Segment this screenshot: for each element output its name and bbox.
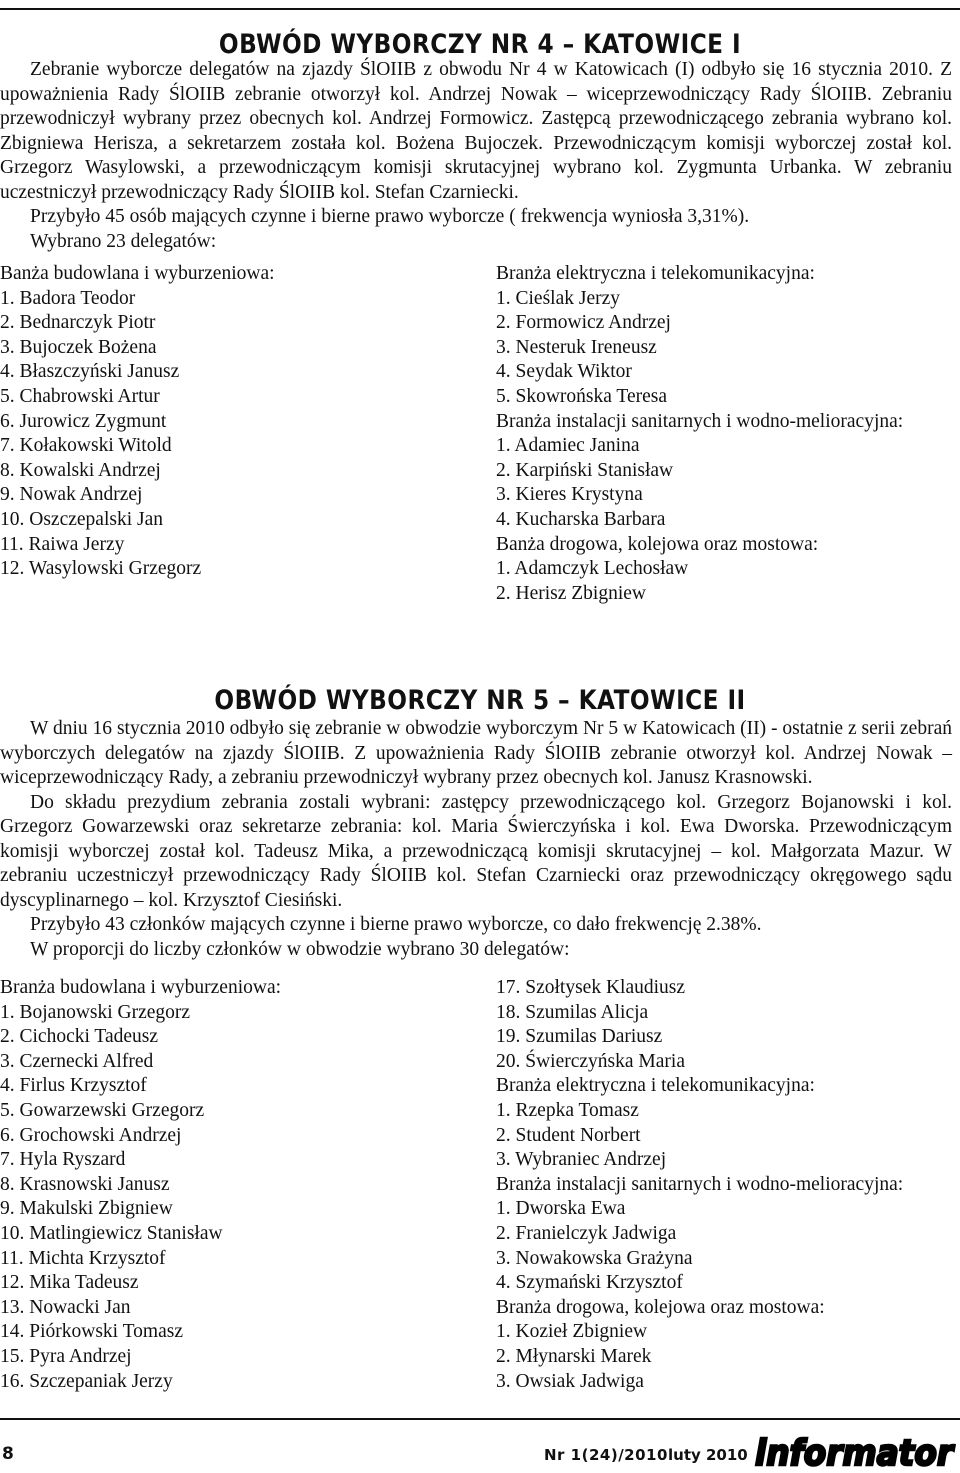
list-item: 3. Nesteruk Ireneusz — [496, 336, 657, 358]
list-item: 20. Świerczyńska Maria — [496, 1050, 685, 1072]
page-number: 8 — [2, 1444, 14, 1464]
list-item: 2. Formowicz Andrzej — [496, 312, 671, 334]
list-item: 1. Cieślak Jerzy — [496, 287, 621, 309]
list-item: 1. Adamiec Janina — [496, 435, 640, 457]
issue-number: Nr 1(24)/2010 — [544, 1446, 668, 1464]
list-item: 4. Błaszczyński Janusz — [0, 361, 180, 383]
list-item: 2. Student Norbert — [496, 1124, 641, 1146]
section2-left-list — [0, 976, 281, 1394]
section2-heading: OBWÓD WYBORCZY NR 5 – KATOWICE II — [214, 685, 746, 716]
list-item: 2. Młynarski Marek — [496, 1345, 652, 1367]
list-item: 1. Bojanowski Grzegorz — [0, 1001, 191, 1023]
list-item: 15. Pyra Andrzej — [0, 1345, 132, 1367]
list-item: 2. Karpiński Stanisław — [496, 459, 674, 481]
list-item: 7. Kołakowski Witold — [0, 435, 172, 457]
list-item: 16. Szczepaniak Jerzy — [0, 1370, 173, 1392]
list-item: Branża drogowa, kolejowa oraz mostowa: — [496, 1296, 825, 1318]
list-item: 8. Krasnowski Janusz — [0, 1173, 170, 1195]
section1-paragraph-3: Wybrano 23 delegatów: — [30, 230, 217, 252]
list-item: 3. Kieres Krystyna — [496, 484, 643, 506]
list-item: 3. Owsiak Jadwiga — [496, 1370, 644, 1392]
list-item: 3. Bujoczek Bożena — [0, 336, 157, 358]
list-item: 1. Kozieł Zbigniew — [496, 1321, 648, 1343]
list-item: 4. Szymański Krzysztof — [496, 1272, 683, 1294]
list-item: 12. Wasylowski Grzegorz — [0, 558, 202, 580]
list-item: 1. Badora Teodor — [0, 287, 136, 309]
list-item: 4. Firlus Krzysztof — [0, 1075, 147, 1097]
section2-paragraph-1: W dniu 16 stycznia 2010 odbyło się zebranie w obwodzie wyborczym Nr 5 w Katowicach (II) - ostatnie z serii zebrań wyborczych delegatów na zjazdy ŚlOIIB. Z upoważnienia Rady ŚlOIIB zebranie otworzył kol. Andrzej Nowak – wiceprzewodniczący Rady, a zebraniu przewodniczył wybrany przez obecnych kol. Janusz Krasnowski. — [0, 718, 952, 788]
list-item: 9. Nowak Andrzej — [0, 484, 143, 506]
list-item: 3. Nowakowska Grażyna — [496, 1247, 693, 1269]
list-item: 6. Grochowski Andrzej — [0, 1124, 182, 1146]
list-item: Branża elektryczna i telekomunikacyjna: — [496, 1075, 815, 1097]
list-item: 12. Mika Tadeusz — [0, 1272, 139, 1294]
page-footer — [0, 1424, 960, 1473]
section2-right-list — [496, 976, 903, 1394]
section2-paragraph-3: Przybyło 43 członków mających czynne i bierne prawo wyborcze, co dało frekwencję 2.38%. — [30, 914, 762, 935]
list-item: 14. Piórkowski Tomasz — [0, 1321, 183, 1343]
list-item: 2. Bednarczyk Piotr — [0, 312, 156, 334]
list-item: 5. Skowrońska Teresa — [496, 385, 668, 407]
list-item: Branża instalacji sanitarnych i wodno-melioracyjna: — [496, 1173, 904, 1195]
list-item: Banża budowlana i wyburzeniowa: — [0, 263, 275, 284]
section1-heading: OBWÓD WYBORCZY NR 4 – KATOWICE I — [218, 29, 742, 60]
list-item: 5. Gowarzewski Grzegorz — [0, 1099, 205, 1121]
list-item: 4. Seydak Wiktor — [496, 361, 632, 383]
list-item: 1. Dworska Ewa — [496, 1198, 626, 1220]
logo-text: informator — [755, 1433, 956, 1472]
list-item: 9. Makulski Zbigniew — [0, 1198, 173, 1220]
section1-body — [0, 58, 952, 254]
issue-month: luty 2010 — [668, 1446, 748, 1464]
informator-logo — [753, 1432, 957, 1472]
list-item: Banża drogowa, kolejowa oraz mostowa: — [496, 533, 819, 555]
list-item: 10. Oszczepalski Jan — [0, 508, 163, 530]
list-item: Branża budowlana i wyburzeniowa: — [0, 977, 282, 998]
top-rule — [0, 8, 960, 10]
list-item: 6. Jurowicz Zygmunt — [0, 410, 167, 432]
list-item: 18. Szumilas Alicja — [496, 1001, 649, 1023]
list-item: Branża instalacji sanitarnych i wodno-melioracyjna: — [496, 410, 904, 432]
list-item: 7. Hyla Ryszard — [0, 1149, 126, 1171]
list-item: 11. Michta Krzysztof — [0, 1247, 166, 1269]
section1-right-list — [496, 262, 903, 606]
section2-body — [0, 717, 952, 962]
list-item: 2. Cichocki Tadeusz — [0, 1026, 159, 1048]
list-item: 2. Herisz Zbigniew — [496, 582, 647, 604]
list-item: Branża elektryczna i telekomunikacyjna: — [496, 263, 815, 284]
section1-left-list — [0, 262, 275, 582]
list-item: 3. Czernecki Alfred — [0, 1050, 154, 1072]
section2-paragraph-4: W proporcji do liczby członków w obwodzie wybrano 30 delegatów: — [30, 938, 570, 960]
section1-paragraph-1: Zebranie wyborcze delegatów na zjazdy ŚlOIIB z obwodu Nr 4 w Katowicach (I) odbyło się 16 stycznia 2010. Z upoważnienia Rady ŚlOIIB zebranie otworzył kol. Andrzej Nowak – wiceprzewodniczący Rady ŚlOIIB. Zebraniu przewodniczył wybrany przez obecnych kol. Andrzej Formowicz. Zastępcą przewodniczącego zebrania wybrano kol. Zbigniewa Herisza, a sekretarzem została kol. Bożena Bujoczek. Przewodniczącym komisji wyborczej został kol. Grzegorz Wasylowski, a przewodniczącym komisji skrutacyjnej wybrano kol. Zygmunta Urbanka. W zebraniu uczestniczył przewodniczący Rady ŚlOIIB kol. Stefan Czarniecki. — [0, 59, 952, 203]
list-item: 17. Szołtysek Klaudiusz — [496, 977, 686, 998]
list-item: 11. Raiwa Jerzy — [0, 533, 125, 555]
list-item: 4. Kucharska Barbara — [496, 508, 666, 530]
list-item: 1. Adamczyk Lechosław — [496, 558, 689, 580]
list-item: 3. Wybraniec Andrzej — [496, 1149, 667, 1171]
section2-paragraph-2: Do składu prezydium zebrania zostali wybrani: zastępcy przewodniczącego kol. Grzegorz Bojanowski i kol. Grzegorz Gowarzewski oraz sekretarze zebrania: kol. Maria Świerczyńska i kol. Ewa Dworska. Przewodniczącym komisji wyborczej został kol. Tadeusz Mika, a przewodniczącą komisji skrutacyjnej – kol. Małgorzata Mazur. W zebraniu uczestniczył przewodniczący Rady ŚlOIIB kol. Stefan Czarniecki oraz przewodniczący okręgowego sądu dyscyplinarnego – kol. Krzysztof Ciesiński. — [0, 791, 952, 911]
list-item: 19. Szumilas Dariusz — [496, 1026, 663, 1048]
list-item: 5. Chabrowski Artur — [0, 385, 160, 407]
list-item: 2. Franielczyk Jadwiga — [496, 1222, 677, 1244]
list-item: 13. Nowacki Jan — [0, 1296, 131, 1318]
list-item: 1. Rzepka Tomasz — [496, 1099, 639, 1121]
bottom-rule — [0, 1418, 960, 1420]
section1-paragraph-2: Przybyło 45 osób mających czynne i bierne prawo wyborcze ( frekwencja wyniosła 3,31%). — [30, 206, 750, 227]
list-item: 10. Matlingiewicz Stanisław — [0, 1222, 223, 1244]
list-item: 8. Kowalski Andrzej — [0, 459, 161, 481]
